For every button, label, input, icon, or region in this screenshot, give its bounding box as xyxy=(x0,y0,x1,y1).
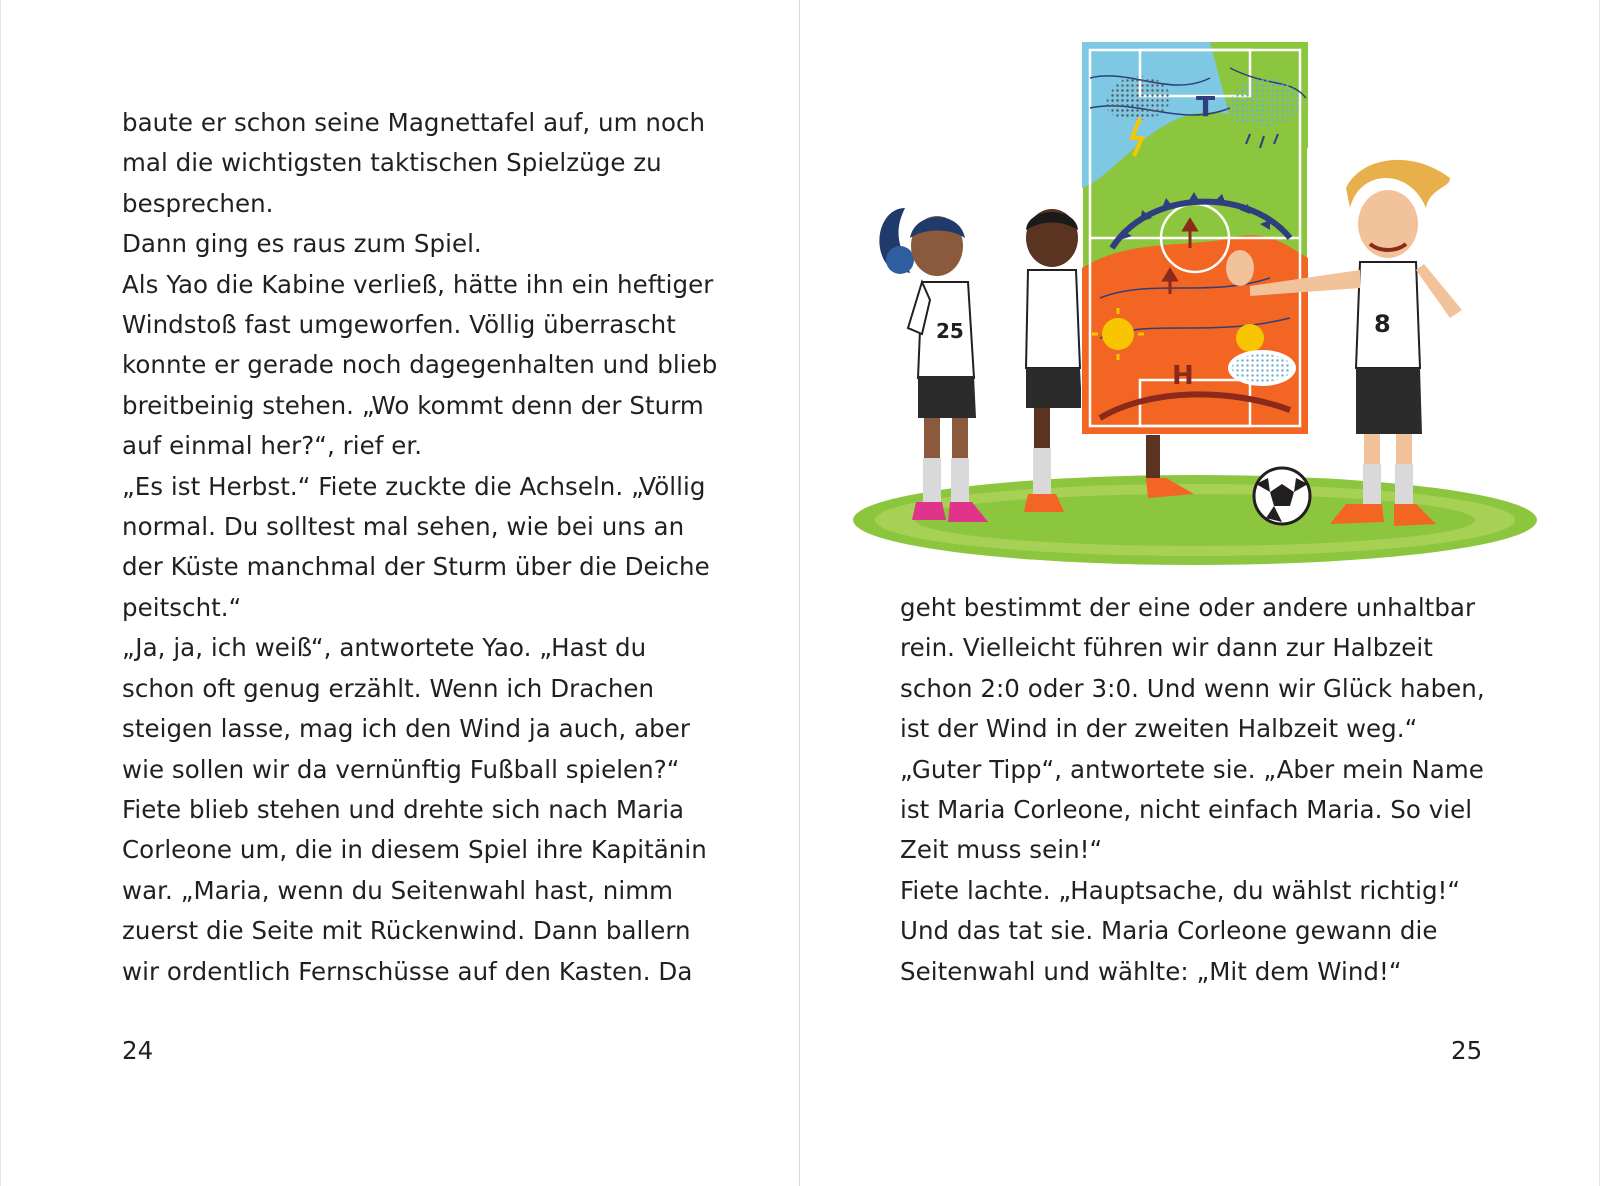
text-line: Als Yao die Kabine verließ, hätte ihn ein heftiger xyxy=(122,269,714,299)
text-line: ist der Wind in der zweiten Halbzeit weg.“ xyxy=(900,714,1418,744)
jersey-number-8: 8 xyxy=(1374,310,1391,338)
page-number-left: 24 xyxy=(122,1036,154,1065)
text-line: geht bestimmt der eine oder andere unhaltbar xyxy=(900,593,1476,622)
text-line: war. „Maria, wenn du Seitenwahl hast, nimm xyxy=(122,875,674,905)
text-line: Fiete blieb stehen und drehte sich nach Maria xyxy=(122,794,685,824)
text-line: Zeit muss sein!“ xyxy=(900,835,1103,865)
text-line: „Guter Tipp“, antwortete sie. „Aber mein Name xyxy=(900,754,1484,784)
jersey-number-25: 25 xyxy=(936,319,964,343)
text-line: Und das tat sie. Maria Corleone gewann die xyxy=(900,916,1438,946)
text-line: wir ordentlich Fernschüsse auf den Kasten. Da xyxy=(122,956,693,986)
text-line: „Es ist Herbst.“ Fiete zuckte die Achseln. „Völlig xyxy=(122,471,706,501)
text-line: besprechen. xyxy=(122,188,274,218)
text-line: konnte er gerade noch dagegenhalten und blieb xyxy=(122,350,718,380)
left-page xyxy=(0,0,799,1186)
page-edge xyxy=(0,0,1,1186)
text-line: „Ja, ja, ich weiß“, antwortete Yao. „Hast du xyxy=(122,633,647,663)
text-line: Dann ging es raus zum Spiel. xyxy=(122,229,482,259)
high-pressure-label: H xyxy=(1172,361,1194,391)
text-line: schon 2:0 oder 3:0. Und wenn wir Glück haben, xyxy=(900,673,1485,703)
text-line: baute er schon seine Magnettafel auf, um noch xyxy=(122,108,706,137)
text-line: peitscht.“ xyxy=(122,592,242,622)
left-page-text xyxy=(122,103,717,992)
text-line: wie sollen wir da vernünftig Fußball spielen?“ xyxy=(122,754,680,784)
football xyxy=(1254,468,1310,524)
text-line: rein. Vielleicht führen wir dann zur Halbzeit xyxy=(900,633,1433,663)
right-page-text xyxy=(900,588,1485,992)
text-line: auf einmal her?“, rief er. xyxy=(122,431,423,461)
text-line: ist Maria Corleone, nicht einfach Maria. So viel xyxy=(900,795,1473,825)
page-number-right: 25 xyxy=(1451,1036,1483,1065)
text-line: steigen lasse, mag ich den Wind ja auch, aber xyxy=(122,714,690,744)
text-line: Corleone um, die in diesem Spiel ihre Kapitänin xyxy=(122,835,707,865)
text-line: der Küste manchmal der Sturm über die Deiche xyxy=(122,552,710,582)
football-weather-map-illustration xyxy=(850,38,1540,578)
text-line: normal. Du solltest mal sehen, wie bei uns an xyxy=(122,512,685,542)
text-line: zuerst die Seite mit Rückenwind. Dann ballern xyxy=(122,916,691,946)
player-girl-25 xyxy=(879,208,988,522)
text-line: breitbeinig stehen. „Wo kommt denn der Sturm xyxy=(122,390,704,420)
text-line: Seitenwahl und wählte: „Mit dem Wind!“ xyxy=(900,956,1402,986)
magnet-board-weather-map xyxy=(1082,42,1308,434)
text-line: Fiete lachte. „Hauptsache, du wählst richtig!“ xyxy=(900,875,1461,905)
text-line: mal die wichtigsten taktischen Spielzüge zu xyxy=(122,148,662,178)
text-line: schon oft genug erzählt. Wenn ich Drachen xyxy=(122,673,655,703)
right-page xyxy=(800,0,1600,1186)
low-pressure-label: T xyxy=(1196,90,1216,123)
text-line: Windstoß fast umgeworfen. Völlig überrascht xyxy=(122,310,676,340)
pointing-hand xyxy=(1226,250,1254,286)
